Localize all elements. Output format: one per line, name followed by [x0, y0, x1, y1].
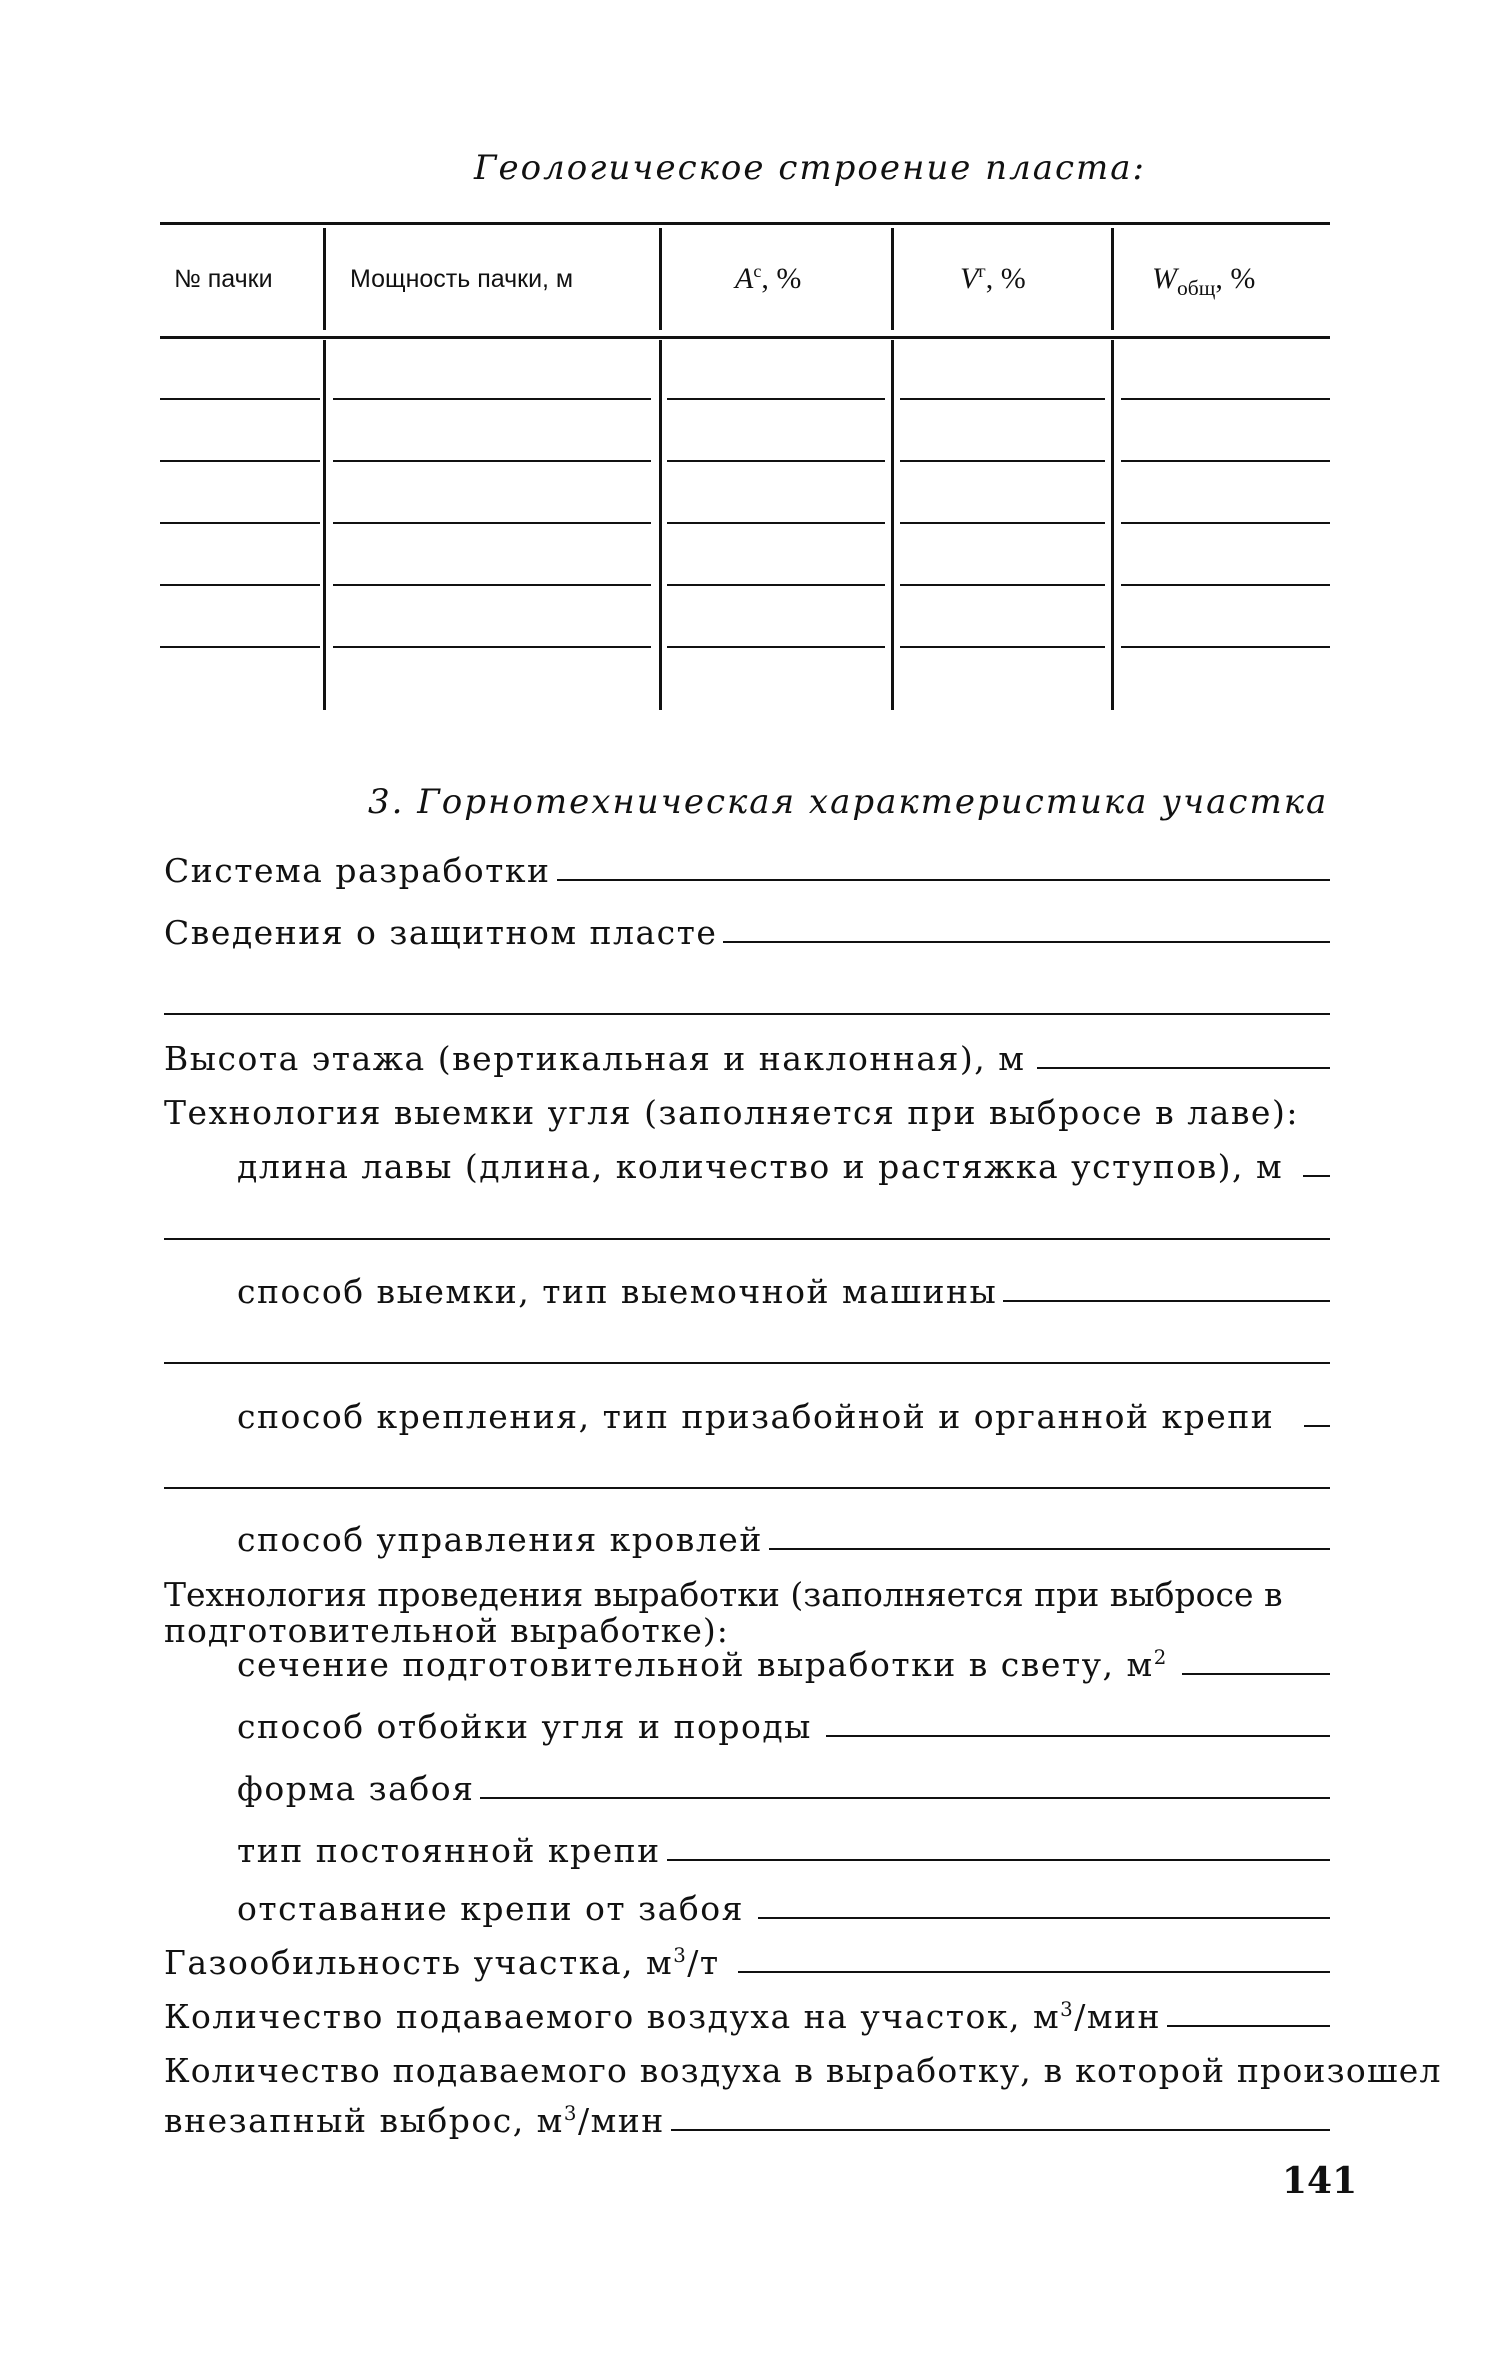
section3-title: 3. Горнотехническая характеристика участка [368, 782, 1329, 822]
column-divider [891, 228, 894, 330]
air-to-drift-heading: Количество подаваемого воздуха в выработку, в которой произошел [164, 2051, 1442, 2090]
face-length-label: длина лавы (длина, количество и растяжка уступов), м [237, 1147, 1284, 1186]
roof-control-label: способ управления кровлей [237, 1520, 763, 1559]
extraction-method-field[interactable] [237, 1272, 1330, 1311]
support-method-continuation-line[interactable] [164, 1487, 1330, 1489]
coal-tech-heading: Технология выемки угля (заполняется при выбросе в лаве): [164, 1093, 1299, 1132]
column-divider [1111, 340, 1114, 710]
protective-layer-label: Сведения о защитном пласте [164, 913, 718, 952]
column-divider [323, 340, 326, 710]
face-length-field[interactable] [237, 1147, 1330, 1186]
support-method-label: способ крепления, тип призабойной и органной крепи [237, 1397, 1275, 1436]
column-divider [659, 228, 662, 330]
air-to-drift-field[interactable] [164, 2101, 1330, 2140]
air-to-section-field[interactable] [164, 1997, 1330, 2036]
extraction-method-label: способ выемки, тип выемочной машины [237, 1272, 998, 1311]
mining-system-field[interactable] [164, 851, 1330, 890]
column-divider [891, 340, 894, 710]
roof-control-field[interactable] [237, 1520, 1330, 1559]
page-number: 141 [1282, 2160, 1358, 2202]
cross-section-label: сечение подготовительной выработки в свету, $м^2$ [237, 1645, 1168, 1684]
cross-section-field[interactable] [237, 1645, 1330, 1684]
geology-title: Геологическое строение пласта: [474, 148, 1146, 188]
face-shape-label: форма забоя [237, 1769, 475, 1808]
air-to-drift-label: внезапный выброс, $м^3$/мин [164, 2101, 665, 2140]
column-divider [323, 228, 326, 330]
column-divider [659, 340, 662, 710]
drift-tech-heading: Технология проведения выработки (заполняется при выбросе в [164, 1575, 1283, 1614]
air-to-section-label: Количество подаваемого воздуха на участок, $м^3$/мин [164, 1997, 1161, 2036]
column-header-ash: $A^c$, % [735, 261, 802, 295]
extraction-method-continuation-line[interactable] [164, 1362, 1330, 1364]
permanent-support-field[interactable] [237, 1831, 1330, 1870]
floor-height-label: Высота этажа (вертикальная и наклонная), м [164, 1039, 1026, 1078]
support-lag-field[interactable] [237, 1889, 1330, 1928]
table-top-rule [160, 222, 1330, 225]
face-length-continuation-line[interactable] [164, 1238, 1330, 1240]
column-divider [1111, 228, 1114, 330]
support-method-field[interactable] [237, 1397, 1330, 1436]
column-header-packet-no: № пачки [174, 265, 273, 293]
floor-height-field[interactable] [164, 1039, 1330, 1078]
face-shape-field[interactable] [237, 1769, 1330, 1808]
breaking-method-field[interactable] [237, 1707, 1330, 1746]
protective-layer-continuation-line[interactable] [164, 1013, 1330, 1015]
protective-layer-field[interactable] [164, 913, 1330, 952]
permanent-support-label: тип постоянной крепи [237, 1831, 661, 1870]
mining-system-label: Система разработки [164, 851, 551, 890]
column-header-volatile: $V^г$, % [960, 261, 1026, 295]
drift-tech-heading-line2: подготовительной выработке): [164, 1611, 729, 1650]
column-header-thickness: Мощность пачки, м [350, 265, 574, 293]
table-header-rule [160, 336, 1330, 339]
support-lag-label: отставание крепи от забоя [237, 1889, 744, 1928]
breaking-method-label: способ отбойки угля и породы [237, 1707, 812, 1746]
gas-content-field[interactable] [164, 1943, 1330, 1982]
column-header-moisture: $W_{общ}$, % [1152, 262, 1256, 300]
gas-content-label: Газообильность участка, $м^3/т$ [164, 1943, 720, 1982]
